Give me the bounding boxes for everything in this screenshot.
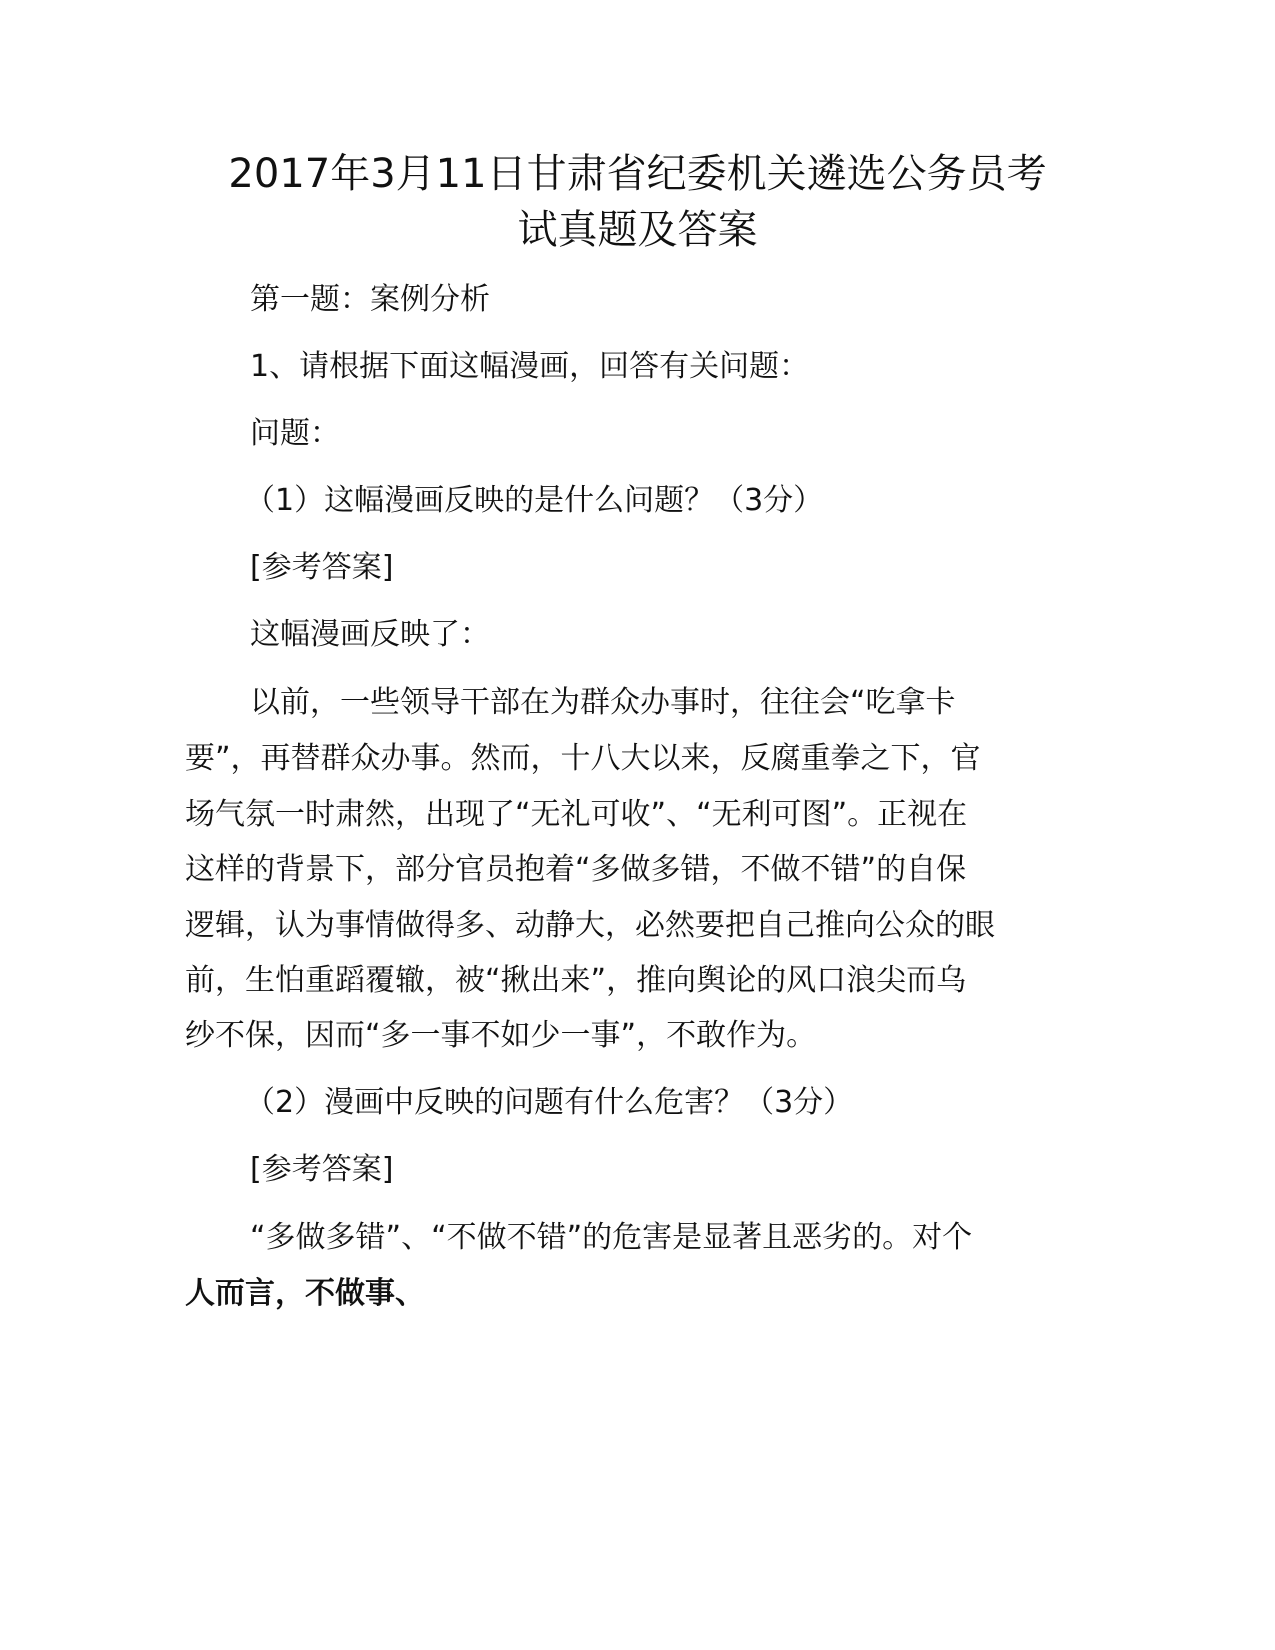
answer-1-line: 以前，一些领导干部在为群众办事时，往往会“吃拿卡 <box>250 685 956 720</box>
answer-label-2: [参考答案] <box>250 1152 394 1187</box>
sub-question-1: （1）这幅漫画反映的是什么问题？（3分） <box>245 483 824 518</box>
answer-1-line: 这样的背景下，部分官员抱着“多做多错，不做不错”的自保 <box>185 852 967 887</box>
answer-1-line: 场气氛一时肃然，出现了“无礼可收”、“无利可图”。正视在 <box>185 797 968 832</box>
question-1: 1、请根据下面这幅漫画，回答有关问题： <box>250 349 810 384</box>
answer-2-line-tail: 人而言，不做事、 <box>185 1276 425 1311</box>
answer-1-line: 逻辑，认为事情做得多、动静大，必然要把自己推向公众的眼 <box>185 908 995 943</box>
answer-1-line: 纱不保，因而“多一事不如少一事”，不敢作为。 <box>185 1018 817 1053</box>
answer-1-line: 要”，再替群众办事。然而，十八大以来，反腐重拳之下，官 <box>185 741 981 776</box>
answer-1-intro: 这幅漫画反映了： <box>250 617 490 652</box>
document-title-line-2: 试真题及答案 <box>517 207 758 253</box>
answer-label-1: [参考答案] <box>250 550 394 585</box>
section-heading: 第一题：案例分析 <box>250 282 490 317</box>
question-label: 问题： <box>250 416 340 451</box>
answer-1-line: 前，生怕重蹈覆辙，被“揪出来”，推向舆论的风口浪尖而乌 <box>185 963 967 998</box>
sub-question-2: （2）漫画中反映的问题有什么危害？（3分） <box>245 1085 854 1120</box>
document-title-line-1: 2017年3月11日甘肃省纪委机关遴选公务员考 <box>228 151 1047 197</box>
answer-2-line: “多做多错”、“不做不错”的危害是显著且恶劣的。对个 <box>250 1220 973 1255</box>
